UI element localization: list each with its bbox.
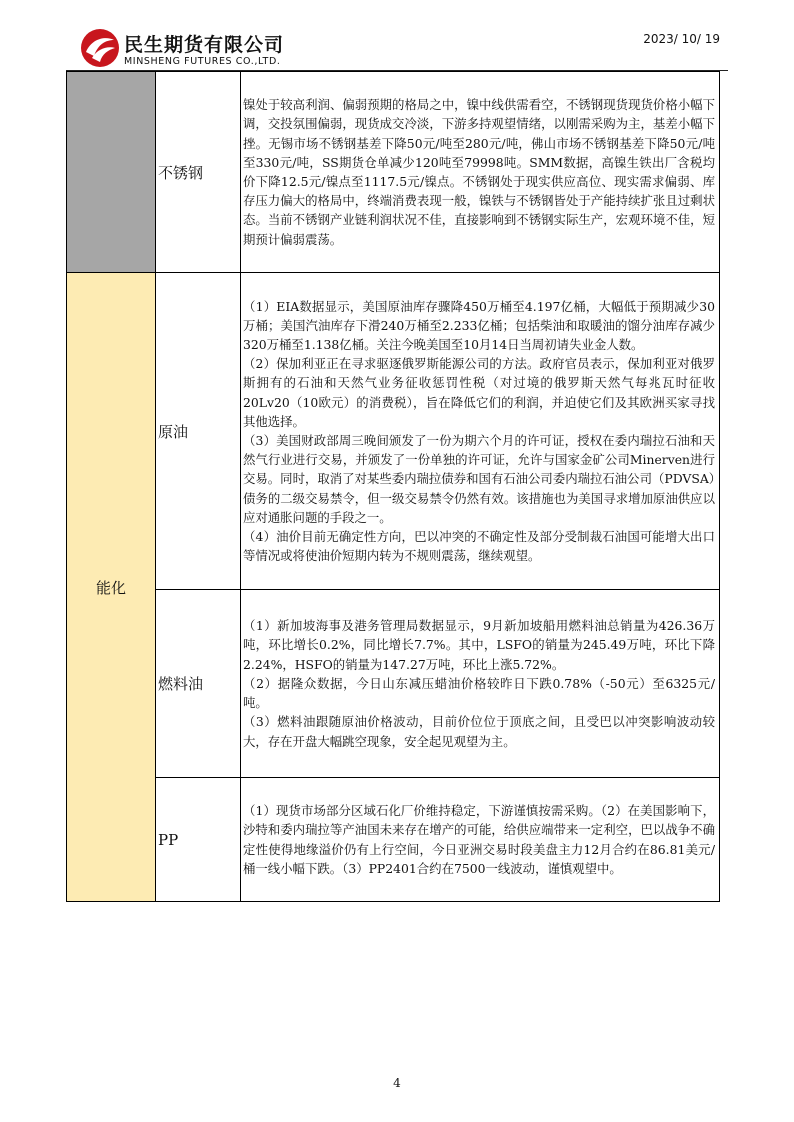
report-date: 2023/ 10/ 19 <box>643 32 720 46</box>
paragraph: 镍处于较高利润、偏弱预期的格局之中，镍中线供需看空，不锈钢现货现货价格小幅下调，交投氛围偏弱，现货成交冷淡，下游多持观望情绪，以刚需采购为主，基差小幅下挫。无锡市场不锈钢基差下降50元/吨至280元/吨，佛山市场不锈钢基差下降50元/吨至330元/吨，SS期货仓单减少120吨至79998吨。SMM数据，高镍生铁出厂含税均价下降12.5元/镍点至1117.5元/镍点。不锈钢处于现实供应高位、现实需求偏弱、库存压力偏大的格局中，终端消费表现一般，镍铁与不锈钢皆处于产能持续扩张且过剩状态。当前不锈钢产业链利润状况不佳，直接影响到不锈钢实际生产，宏观环境不佳，短期预计偏弱震荡。 <box>243 97 715 247</box>
company-name-en: MINSHENG FUTURES CO.,LTD. <box>124 56 281 67</box>
paragraph: （3）美国财政部周三晚间颁发了一份为期六个月的许可证，授权在委内瑞拉石油和天然气行业进行交易，并颁发了一份单独的许可证，允许与国家金矿公司Minerven进行交易。同时，取消了对某些委内瑞拉债券和国有石油公司委内瑞拉石油公司（PDVSA）债务的二级交易禁令，但一级交易禁令仍然有效。该措施也为美国寻求增加原油供应以应对通胀问题的手段之一。 <box>243 433 715 525</box>
sector-cell-energy-chemical: 能化 <box>67 273 156 902</box>
paragraph: （4）油价目前无确定性方向，巴以冲突的不确定性及部分受制裁石油国可能增大出口等情况或将使油价短期内转为不规则震荡，继续观望。 <box>243 529 715 564</box>
paragraph: （2）据隆众数据，今日山东减压蜡油价格较昨日下跌0.78%（-50元）至6325元/吨。 <box>243 675 715 711</box>
company-logo <box>80 28 330 68</box>
table-row-fuel-oil <box>67 590 720 778</box>
table-row-crude-oil <box>67 273 720 590</box>
sector-cell <box>67 72 156 273</box>
product-commentary <box>241 72 720 273</box>
page-header <box>66 22 728 70</box>
product-commentary <box>241 590 720 778</box>
product-name: PP <box>156 778 241 902</box>
paragraph: （1）EIA数据显示，美国原油库存骤降450万桶至4.197亿桶，大幅低于预期减少30万桶；美国汽油库存下滑240万桶至2.233亿桶；包括柴油和取暖油的馏分油库存减少320万桶至1.138亿桶。关注今晚美国至10月14日当周初请失业金人数。 <box>243 298 715 352</box>
paragraph: （1）新加坡海事及港务管理局数据显示，9月新加坡船用燃料油总销量为426.36万吨，环比增长0.2%，同比增长7.7%。其中，LSFO的销量为245.49万吨，环比下降2.24%，HSFO的销量为147.27万吨，环比上涨5.72%。 <box>243 618 715 672</box>
paragraph: （1）现货市场部分区域石化厂价维持稳定，下游谨慎按需采购。（2）在美国影响下，沙特和委内瑞拉等产油国未来存在增产的可能，给供应端带来一定利空，巴以战争不确定性使得地缘溢价仍有上行空间，今日亚洲交易时段美盘主力12月合约在86.81美元/桶一线小幅下跌。（3）PP2401合约在7500一线波动，谨慎观望中。 <box>243 803 715 876</box>
table-row-pp <box>67 778 720 902</box>
minsheng-logo-icon <box>80 28 120 68</box>
product-name: 不锈钢 <box>156 72 241 273</box>
company-name-cn: 民生期货有限公司 <box>124 34 285 56</box>
product-name: 燃料油 <box>156 590 241 778</box>
page-number: 4 <box>393 1076 401 1090</box>
table-row-stainless <box>67 72 720 273</box>
product-commentary <box>241 778 720 902</box>
paragraph: （3）燃料油跟随原油价格波动，目前价位位于顶底之间，且受巴以冲突影响波动较大，存在开盘大幅跳空现象，安全起见观望为主。 <box>243 714 715 749</box>
product-commentary <box>241 273 720 590</box>
product-name: 原油 <box>156 273 241 590</box>
commodity-table <box>66 71 720 902</box>
paragraph: （2）保加利亚正在寻求驱逐俄罗斯能源公司的方法。政府官员表示，保加利亚对俄罗斯拥有的石油和天然气业务征收惩罚性税（对过境的俄罗斯天然气每兆瓦时征收20Lv20（10欧元）的消费税），旨在降低它们的利润，并迫使它们及其欧洲买家寻找其他选择。 <box>243 356 715 429</box>
